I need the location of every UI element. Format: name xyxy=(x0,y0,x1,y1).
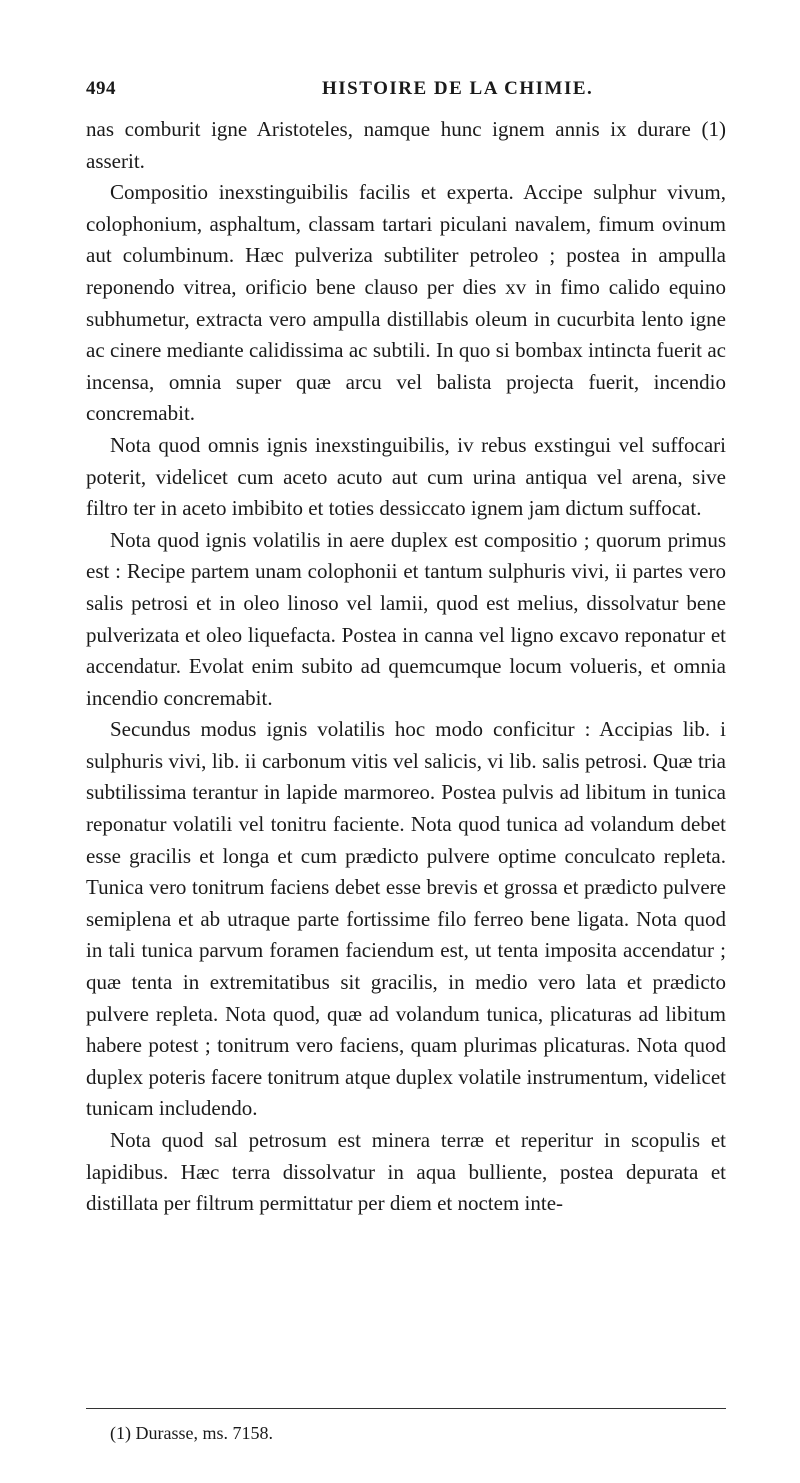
paragraph-compositio: Compositio inexstinguibilis facilis et experta. Accipe sulphur vivum, colophonium, asphaltum, classam tartari piculani navalem, fimum ovinum aut columbinum. Hæc pulveriza subtiliter petroleo ; postea in ampulla reponendo vitrea, orificio bene clauso per dies xv in fimo calido equino subhumetur, extracta vero ampulla distillabis oleum in cucurbita lento igne ac cinere mediante calidissima ac subtili. In quo si bombax intincta fuerit ac incensa, omnia super quæ arcu vel balista projecta fuerit, incendio concremabit. xyxy=(86,180,726,426)
paragraph-continuation: nas comburit igne Aristoteles, namque hunc ignem annis ix durare (1) asserit. xyxy=(86,117,726,173)
paragraph-sal-petrosum: Nota quod sal petrosum est minera terræ et reperitur in scopulis et lapidibus. Hæc terra dissolvatur in aqua bulliente, postea depurata et distillata per filtrum permittatur per diem et noctem inte- xyxy=(86,1128,726,1216)
page-number: 494 xyxy=(86,78,116,99)
footnote: (1) Durasse, ms. 7158. xyxy=(110,1423,273,1443)
paragraph-nota-extinguere: Nota quod omnis ignis inexstinguibilis, iv rebus exstingui vel suffocari poterit, videlicet cum aceto acuto aut cum urina antiqua vel arena, sive filtro ter in aceto imbibito et toties dessiccato ignem jam dictum suffocat. xyxy=(86,432,726,521)
paragraph-secundus-modus: Secundus modus ignis volatilis hoc modo conficitur : Accipias lib. i sulphuris vivi, lib. ii carbonum vitis vel salicis, vi lib. salis petrosi. Quæ tria subtilissima terantur in lapide marmoreo. Postea pulvis ad libitum in tunica reponatur volatili vel tonitru faciente. Nota quod tunica ad volandum debet esse gracilis et longa et cum prædicto pulvere optime conculcato repleta. Tunica vero tonitrum faciens debet esse brevis et grossa et prædicto pulvere semiplena et ab utraque parte fortissime filo ferreo bene ligata. Nota quod in tali tunica parvum foramen faciendum est, ut tenta imposita accendatur ; quæ tenta in extremitatibus sit gracilis, in medio vero lata et prædicto pulvere repleta. Nota quod, quæ ad volandum tunica, plicaturas ad libitum habere potest ; tonitrum vero faciens, quam plurimas plicaturas. Nota quod duplex poteris facere tonitrum atque duplex volatile instrumentum, videlicet tunicam includendo. xyxy=(86,717,726,1121)
page-header xyxy=(86,78,726,108)
running-title: HISTOIRE DE LA CHIMIE. xyxy=(322,78,594,99)
body-text xyxy=(86,114,726,1220)
paragraph-ignis-volatilis: Nota quod ignis volatilis in aere duplex est compositio ; quorum primus est : Recipe partem unam colophonii et tantum sulphuris vivi, ii partes vero salis petrosi et in oleo linoso vel lamii, quod est melius, dissolvatur bene pulverizata et oleo liquefacta. Postea in canna vel ligno excavo reponatur et accendatur. Evolat enim subito ad quemcumque locum volueris, et omnia incendio concremabit. xyxy=(86,527,726,710)
footnote-divider xyxy=(86,1408,726,1409)
